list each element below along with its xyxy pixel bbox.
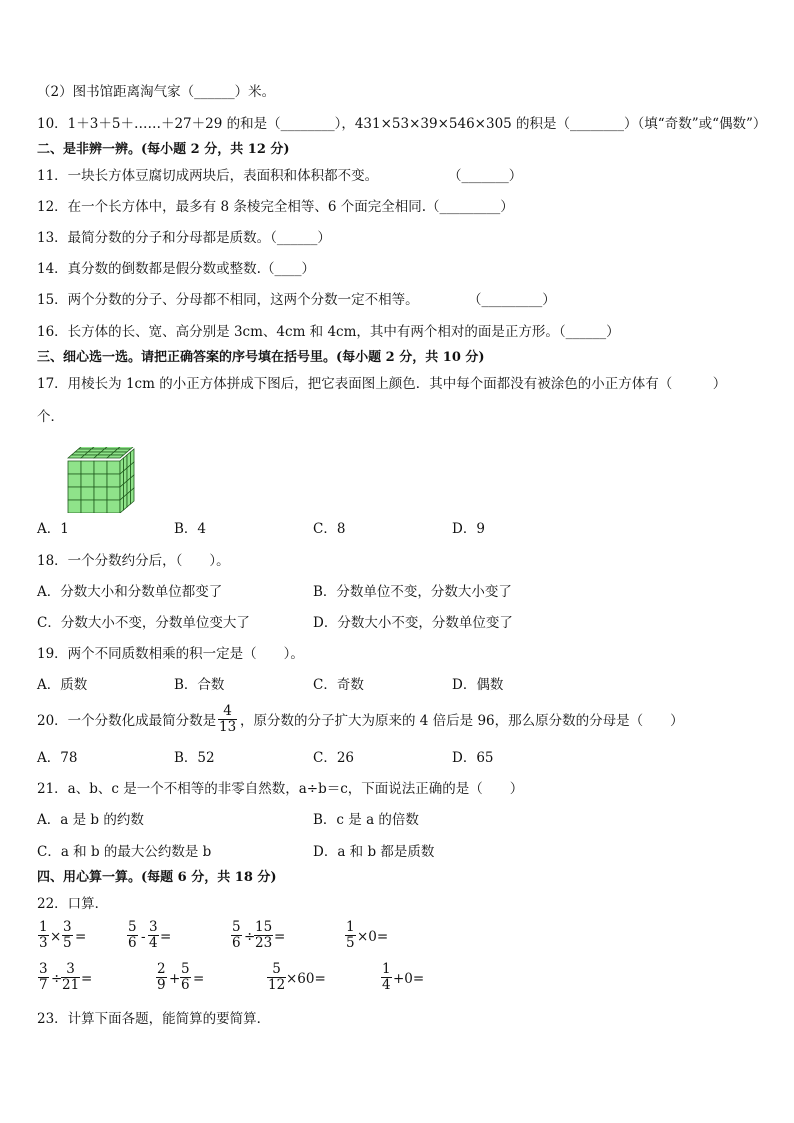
oral-r2c4-frac-a xyxy=(381,962,392,993)
q20-fraction-denominator: 13 xyxy=(219,719,237,735)
question-11-blank: （_______） xyxy=(448,168,523,184)
question-15: 15．两个分数的分子、分母都不相同，这两个分数一定不相等。 xyxy=(37,292,419,308)
q18-option-b: B．分数单位不变，分数大小变了 xyxy=(313,584,512,600)
q19-option-c: C．奇数 xyxy=(313,677,364,693)
q17-option-b: B．4 xyxy=(174,521,207,537)
numerator: 3 xyxy=(39,961,48,977)
cube-top-cell xyxy=(107,455,124,458)
oral-r1c4-frac-a xyxy=(345,920,356,951)
q19-option-d: D．偶数 xyxy=(452,677,504,693)
denominator: 6 xyxy=(128,935,137,951)
oral-r1c2-frac-a xyxy=(127,920,138,951)
oral-r1c2-eq: = xyxy=(160,929,172,945)
q21-option-b: B．c 是 a 的倍数 xyxy=(313,812,419,828)
question-10: 10．1＋3＋5＋……＋27＋29 的和是（________），431×53×39×546×305 的积是（________）（填“奇数”或“偶数”） xyxy=(37,116,767,132)
cube-front-cell xyxy=(81,461,94,474)
cube-front-cell xyxy=(94,500,107,513)
cube-front-cell xyxy=(94,487,107,500)
question-20-rest: ，原分数的分子扩大为原来的 4 倍后是 96，那么原分数的分母是（ ） xyxy=(240,713,684,729)
cube-front-cell xyxy=(107,461,120,474)
cube-front-cell xyxy=(107,474,120,487)
oral-r2c3-tail: ×60= xyxy=(286,971,326,987)
q20-option-b: B．52 xyxy=(174,750,215,766)
numerator: 5 xyxy=(232,919,241,935)
numerator: 5 xyxy=(181,961,190,977)
oral-r2c1-frac-b xyxy=(61,962,80,993)
section-3-heading: 三、细心选一选。请把正确答案的序号填在括号里。(每小题 2 分，共 10 分) xyxy=(37,350,485,365)
numerator: 2 xyxy=(157,961,166,977)
oral-r2c1-frac-a xyxy=(38,962,49,993)
oral-r2c3-frac-a xyxy=(267,962,286,993)
oral-r1c3-op: ÷ xyxy=(244,929,256,945)
q19-option-a: A．质数 xyxy=(37,677,88,693)
question-22: 22．口算． xyxy=(37,896,109,912)
question-11: 11．一块长方体豆腐切成两块后，表面积和体积都不变。 xyxy=(37,168,379,184)
oral-r2c2-frac-a xyxy=(156,962,167,993)
q18-option-a: A．分数大小和分数单位都变了 xyxy=(37,584,223,600)
denominator: 4 xyxy=(382,977,391,993)
cube-front-cell xyxy=(81,474,94,487)
q20-option-c: C．26 xyxy=(313,750,355,766)
q20-fraction-numerator: 4 xyxy=(218,704,237,720)
question-19: 19．两个不同质数相乘的积一定是（ ）。 xyxy=(37,646,304,662)
oral-r1c4-tail: ×0= xyxy=(357,929,389,945)
denominator: 4 xyxy=(149,935,158,951)
denominator: 23 xyxy=(255,935,273,951)
numerator: 1 xyxy=(346,919,355,935)
q20-option-d: D．65 xyxy=(452,750,494,766)
cube-front-cell xyxy=(68,487,81,500)
q17-option-d: D．9 xyxy=(452,521,485,537)
question-20-start: 20．一个分数化成最简分数是 xyxy=(37,713,217,729)
question-17-continued: 个． xyxy=(37,409,64,425)
cube-top-cell xyxy=(114,449,131,452)
cube-front-cell xyxy=(94,461,107,474)
denominator: 5 xyxy=(346,935,355,951)
cube-front-cell xyxy=(107,487,120,500)
oral-r1c1-frac-a xyxy=(38,920,49,951)
cube-front-cell xyxy=(68,500,81,513)
question-13: 13．最简分数的分子和分母都是质数。（______） xyxy=(37,230,331,246)
numerator: 5 xyxy=(128,919,137,935)
denominator: 21 xyxy=(62,977,80,993)
cube-side-cell xyxy=(127,491,131,507)
cube-side-cell xyxy=(120,497,124,513)
q21-option-c: C．a 和 b 的最大公约数是 b xyxy=(37,844,212,860)
cube-front-cell xyxy=(81,487,94,500)
cube-side-cell xyxy=(131,488,135,504)
numerator: 5 xyxy=(267,962,286,978)
numerator: 3 xyxy=(149,919,158,935)
oral-r2c1-op: ÷ xyxy=(51,971,63,987)
numerator: 15 xyxy=(255,919,273,935)
q19-option-b: B．合数 xyxy=(174,677,225,693)
question-23: 23．计算下面各题，能简算的要简算． xyxy=(37,1011,271,1027)
q21-option-a: A．a 是 b 的约数 xyxy=(37,812,144,828)
question-16: 16．长方体的长、宽、高分别是 3cm、4cm 和 4cm，其中有两个相对的面是正方形。（______） xyxy=(37,324,620,340)
cube-side-cell xyxy=(124,494,128,510)
oral-r1c1-op: × xyxy=(50,929,62,945)
q18-option-c: C．分数大小不变，分数单位变大了 xyxy=(37,615,250,631)
numerator: 1 xyxy=(39,919,48,935)
numerator: 3 xyxy=(63,919,72,935)
cube-front-cell xyxy=(68,474,81,487)
oral-r2c2-frac-b xyxy=(180,962,191,993)
question-14: 14．真分数的倒数都是假分数或整数.（____） xyxy=(37,261,315,277)
cube-front-cell xyxy=(94,474,107,487)
q17-option-a: A．1 xyxy=(37,521,69,537)
q17-option-c: C．8 xyxy=(313,521,346,537)
cube-front-cell xyxy=(81,500,94,513)
oral-r2c1-eq: = xyxy=(81,971,93,987)
denominator: 3 xyxy=(39,935,48,951)
cube-front-cell xyxy=(107,500,120,513)
denominator: 9 xyxy=(157,977,166,993)
question-9-2: （2）图书馆距离淘气家（______）米。 xyxy=(37,84,276,100)
oral-r1c2-op: - xyxy=(141,929,146,945)
question-21: 21．a、b、c 是一个不相等的非零自然数，a÷b＝c，下面说法正确的是（ ） xyxy=(37,781,524,797)
oral-r1c3-frac-b xyxy=(254,920,273,951)
cube-figure xyxy=(67,447,139,513)
oral-r1c1-frac-b xyxy=(62,920,73,951)
denominator: 6 xyxy=(181,977,190,993)
oral-r1c3-eq: = xyxy=(274,929,286,945)
oral-r2c2-op: + xyxy=(169,971,181,987)
q20-fraction xyxy=(218,704,237,735)
denominator: 6 xyxy=(232,935,241,951)
oral-r2c2-eq: = xyxy=(193,971,205,987)
cube-top-cell xyxy=(111,452,128,455)
question-15-blank: （_________） xyxy=(468,292,556,308)
denominator: 12 xyxy=(268,977,286,993)
oral-r2c4-tail: +0= xyxy=(393,971,425,987)
oral-r1c3-frac-a xyxy=(231,920,242,951)
section-2-heading: 二、是非辨一辨。(每小题 2 分，共 12 分) xyxy=(37,142,290,157)
denominator: 7 xyxy=(39,977,48,993)
q21-option-d: D．a 和 b 都是质数 xyxy=(313,844,435,860)
section-4-heading: 四、用心算一算。(每题 6 分，共 18 分) xyxy=(37,870,277,885)
question-17: 17．用棱长为 1cm 的小正方体拼成下图后，把它表面图上颜色．其中每个面都没有被涂色的小正方体有（ ） xyxy=(37,376,727,392)
denominator: 5 xyxy=(63,935,72,951)
q20-option-a: A．78 xyxy=(37,750,78,766)
numerator: 3 xyxy=(61,962,80,978)
oral-r1c1-eq: = xyxy=(75,929,87,945)
numerator: 1 xyxy=(382,961,391,977)
question-18: 18．一个分数约分后，（ ）。 xyxy=(37,553,230,569)
oral-r1c2-frac-b xyxy=(148,920,159,951)
cube-front-cell xyxy=(68,461,81,474)
q18-option-d: D．分数大小不变，分数单位变了 xyxy=(313,615,513,631)
question-12: 12．在一个长方体中，最多有 8 条棱完全相等、6 个面完全相同.（_________） xyxy=(37,199,514,215)
